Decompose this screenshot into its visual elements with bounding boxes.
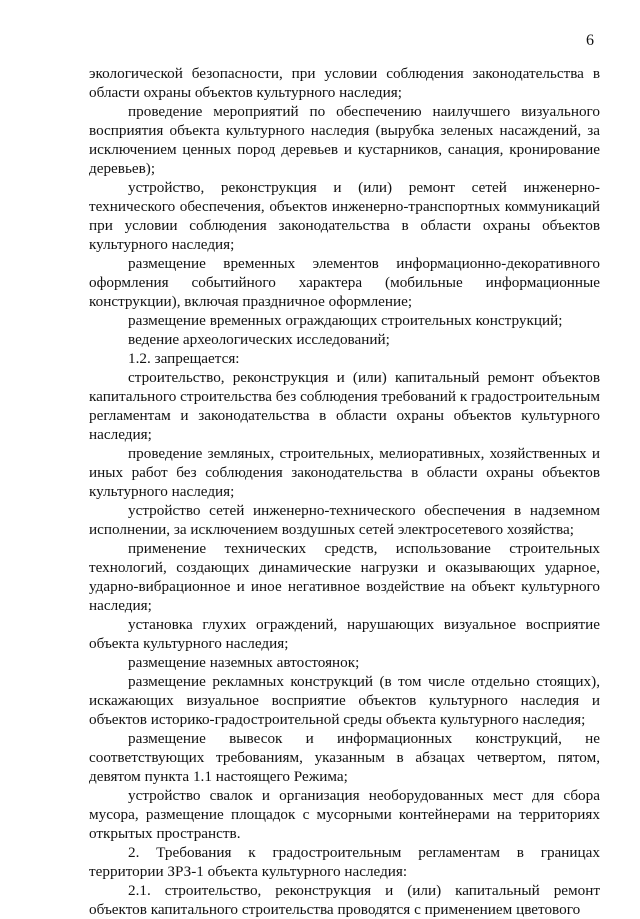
paragraph: экологической безопасности, при условии соблюдения законодательства в области охраны объектов культурного наследия;	[89, 65, 600, 101]
paragraph: ведение археологических исследований;	[128, 331, 390, 348]
paragraph: размещение временных ограждающих строительных конструкций;	[128, 312, 563, 329]
page-number: 6	[586, 32, 594, 49]
paragraph: размещение вывесок и информационных конструкций, не соответствующих требованиям, указанным в абзацах четвертом, пятом, девятом пункта 1.1 настоящего Режима;	[89, 730, 600, 785]
paragraph: устройство, реконструкция и (или) ремонт сетей инженерно-технического обеспечения, объектов инженерно-транспортных коммуникаций при условии соблюдения законодательства в области охраны объектов культурного наследия;	[89, 179, 600, 253]
paragraph: 2.1. строительство, реконструкция и (или) капитальный ремонт объектов капитального строительства проводятся с применением цветового	[89, 882, 600, 918]
paragraph: размещение рекламных конструкций (в том числе отдельно стоящих), искажающих визуальное восприятие объектов культурного наследия и объектов историко-градостроительной среды объекта культурного наследия;	[89, 673, 600, 728]
paragraph: размещение наземных автостоянок;	[128, 654, 360, 671]
paragraph: устройство свалок и организация необорудованных мест для сбора мусора, размещение площадок с мусорными контейнерами на территориях открытых пространств.	[89, 787, 600, 842]
paragraph: строительство, реконструкция и (или) капитальный ремонт объектов капитального строительства без соблюдения требований к градостроительным регламентам и законодательства в области охраны объектов культурного наследия;	[89, 369, 600, 443]
paragraph: размещение временных элементов информационно-декоративного оформления событийного характера (мобильные информационные конструкции), включая праздничное оформление;	[89, 255, 600, 310]
paragraph: применение технических средств, использование строительных технологий, создающих динамические нагрузки и оказывающих ударное, ударно-вибрационное и иное негативное воздействие на объект культурного наследия;	[89, 540, 600, 614]
section-heading: 1.2. запрещается:	[128, 350, 240, 367]
paragraph: проведение мероприятий по обеспечению наилучшего визуального восприятия объекта культурного наследия (вырубка зеленых насаждений, за исключением ценных пород деревьев и кустарников, санация, кронирование деревьев);	[89, 103, 600, 177]
paragraph: проведение земляных, строительных, мелиоративных, хозяйственных и иных работ без соблюдения законодательства в области охраны объектов культурного наследия;	[89, 445, 600, 500]
document-body	[89, 64, 600, 919]
paragraph: установка глухих ограждений, нарушающих визуальное восприятие объекта культурного наследия;	[89, 616, 600, 652]
paragraph: устройство сетей инженерно-технического обеспечения в надземном исполнении, за исключением воздушных сетей электросетевого хозяйства;	[89, 502, 600, 538]
section-heading: 2. Требования к градостроительным регламентам в границах территории ЗРЗ-1 объекта культурного наследия:	[89, 844, 600, 880]
